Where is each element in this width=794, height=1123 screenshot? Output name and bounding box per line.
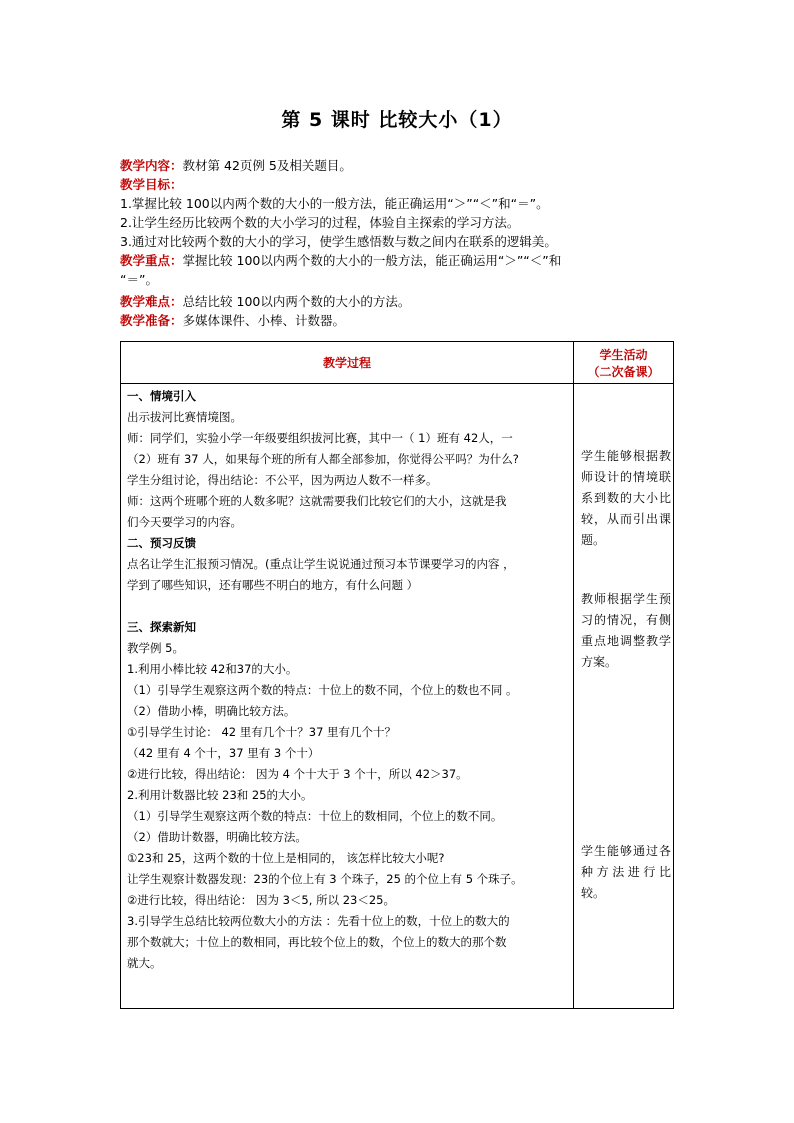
process-line: ②进行比较，得出结论： 因为 4 个十大于 3 个十，所以 42＞37。 (127, 767, 468, 781)
process-line: 学生分组讨论，得出结论：不公平，因为两边人数不一样多。 (127, 473, 438, 487)
activity-header-line-1: 学生活动 (599, 347, 648, 362)
process-cell (121, 384, 574, 1009)
process-line: 们今天要学习的内容。 (127, 515, 242, 529)
activity-cell (574, 384, 674, 1009)
goal-item: 1.掌握比较 100以内两个数的大小的一般方法，能正确运用“＞”“＜”和“＝”。 (120, 196, 549, 211)
key-text-continued: “＝”。 (120, 272, 158, 287)
process-line: 学到了哪些知识，还有哪些不明白的地方，有什么问题 ） (127, 578, 419, 592)
table-header-row (121, 342, 674, 384)
process-line: 师：这两个班哪个班的人数多呢？这就需要我们比较它们的大小，这就是我 (127, 494, 507, 508)
process-line: 2.利用计数器比较 23和 25的大小。 (127, 788, 313, 802)
activity-note-2: 教师根据学生预习的情况，有侧重点地调整教学方案。 (581, 592, 671, 669)
key-text: 掌握比较 100以内两个数的大小的一般方法，能正确运用“＞”“＜”和 (182, 253, 562, 268)
prep-label: 教学准备： (120, 313, 183, 328)
prep-row (120, 311, 680, 330)
activity-note-3: 学生能够通过各种方法进行比较。 (581, 844, 671, 900)
activity-header (574, 342, 674, 384)
process-line: 就大。 (127, 956, 162, 970)
content-row (120, 156, 680, 175)
content-text: 教材第 42页例 5及相关题目。 (182, 158, 352, 173)
page-title: 第 5 课时 比较大小（1） (281, 109, 513, 131)
lesson-meta (120, 156, 680, 330)
process-line: ②进行比较，得出结论： 因为 3＜5, 所以 23＜25。 (127, 893, 395, 907)
process-line: 1.利用小棒比较 42和37的大小。 (127, 662, 298, 676)
process-lines (127, 386, 567, 974)
activity-header-line-2: （二次备课） (587, 364, 660, 379)
goals-row (120, 175, 680, 194)
key-label: 教学重点： (120, 253, 183, 268)
section-heading: 一、情境引入 (127, 389, 196, 403)
difficulty-label: 教学难点： (120, 294, 183, 309)
table-body-row (121, 384, 674, 1009)
goals-label: 教学目标： (120, 177, 183, 192)
process-line: 教学例 5。 (127, 641, 184, 655)
difficulty-row (120, 292, 680, 311)
process-line: （42 里有 4 个十，37 里有 3 个十） (127, 746, 320, 760)
process-line: 点名让学生汇报预习情况。(重点让学生说说通过预习本节课要学习的内容 ， (127, 557, 515, 571)
process-header: 教学过程 (121, 342, 574, 384)
process-line: （2）借助计数器，明确比较方法。 (127, 830, 307, 844)
process-table (120, 341, 674, 1009)
process-line: （2）借助小棒，明确比较方法。 (127, 704, 296, 718)
section-heading: 三、探索新知 (127, 620, 196, 634)
process-line (127, 596, 567, 617)
goal-item: 2.让学生经历比较两个数的大小学习的过程，体验自主探索的学习方法。 (120, 215, 520, 230)
process-line: （1）引导学生观察这两个数的特点：十位上的数相同，个位上的数不同。 (127, 809, 503, 823)
process-line: 让学生观察计数器发现：23的个位上有 3 个珠子，25 的个位上有 5 个珠子。 (127, 872, 523, 886)
process-line: 3.引导学生总结比较两位数大小的方法 ：先看十位上的数，十位上的数大的 (127, 914, 510, 928)
section-heading: 二、预习反馈 (127, 536, 196, 550)
activity-note-1: 学生能够根据教师设计的情境联系到数的大小比较，从而引出课题。 (581, 449, 671, 547)
difficulty-text: 总结比较 100以内两个数的大小的方法。 (182, 294, 411, 309)
process-line: 师：同学们，实验小学一年级要组织拔河比赛，其中一（ 1）班有 42人，一 (127, 431, 513, 445)
process-line: （1）引导学生观察这两个数的特点：十位上的数不同，个位上的数也不同 。 (127, 683, 518, 697)
process-line: 那个数就大；十位上的数相同，再比较个位上的数，个位上的数大的那个数 (127, 935, 507, 949)
process-line: （2）班有 37 人，如果每个班的所有人都全部参加，你觉得公平吗？为什么? (127, 452, 519, 466)
process-line: ①引导学生讨论： 42 里有几个十？37 里有几个十？ (127, 725, 397, 739)
key-row (120, 251, 680, 270)
process-line: ①23和 25，这两个数的十位上是相同的， 该怎样比较大小呢? (127, 851, 445, 865)
process-line: 出示拔河比赛情境图。 (127, 410, 242, 424)
prep-text: 多媒体课件、小棒、计数器。 (182, 313, 346, 328)
content-label: 教学内容： (120, 158, 183, 173)
goal-item: 3.通过对比较两个数的大小的学习，使学生感悟数与数之间内在联系的逻辑美。 (120, 234, 557, 249)
